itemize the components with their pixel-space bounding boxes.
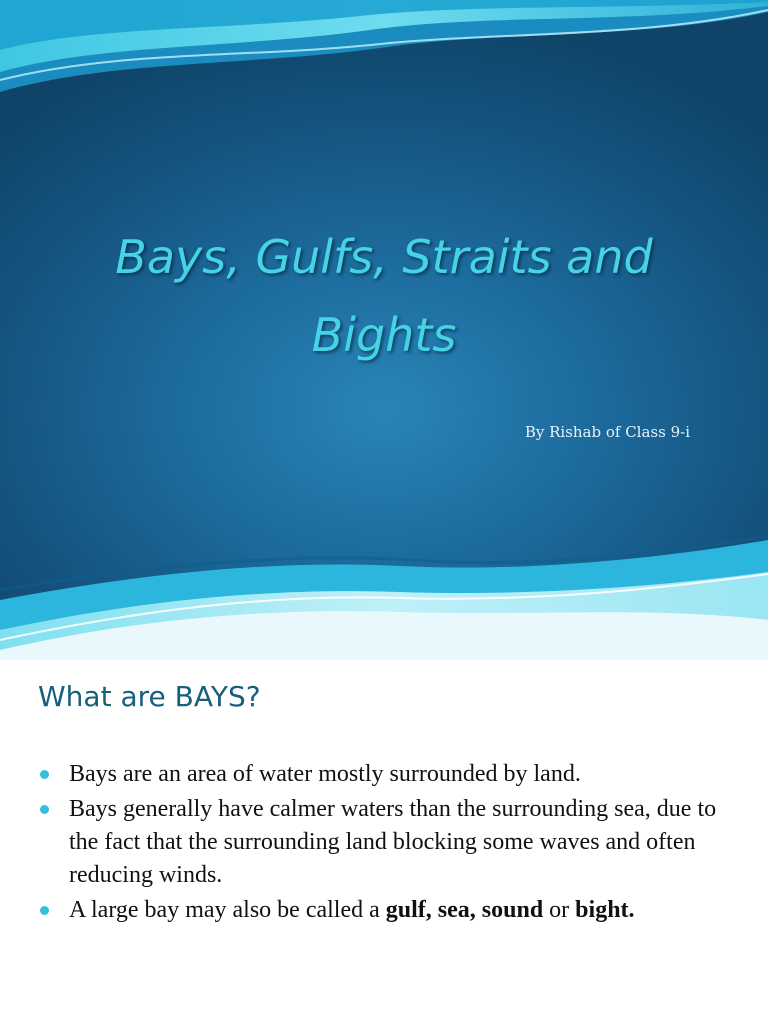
- bullet-bold-term-bight: bight.: [575, 897, 635, 923]
- slide-subtitle: By Rishab of Class 9-i: [524, 423, 690, 441]
- bullet-bold-terms: gulf, sea, sound: [385, 897, 544, 923]
- bullet-dot-icon: [40, 770, 49, 779]
- slide-title: Bays, Gulfs, Straits and Bights: [115, 230, 653, 362]
- bullet-item: [40, 793, 730, 892]
- bullet-item: [40, 894, 730, 927]
- slide-heading: What are BAYS?: [38, 680, 261, 713]
- bullet-text: Bays are an area of water mostly surrounded by land.: [69, 761, 581, 787]
- bullet-list: [40, 758, 730, 929]
- bullet-dot-icon: [40, 805, 49, 814]
- bullet-text: Bays generally have calmer waters than the surrounding sea, due to the fact that the surrounding land blocking some waves and often reducing winds.: [69, 796, 717, 888]
- bullet-item: [40, 758, 730, 791]
- bullet-text-middle: or: [543, 897, 576, 923]
- content-slide: [0, 660, 768, 1024]
- bullet-dot-icon: [40, 906, 49, 915]
- bullet-text-before: A large bay may also be called a: [69, 897, 386, 923]
